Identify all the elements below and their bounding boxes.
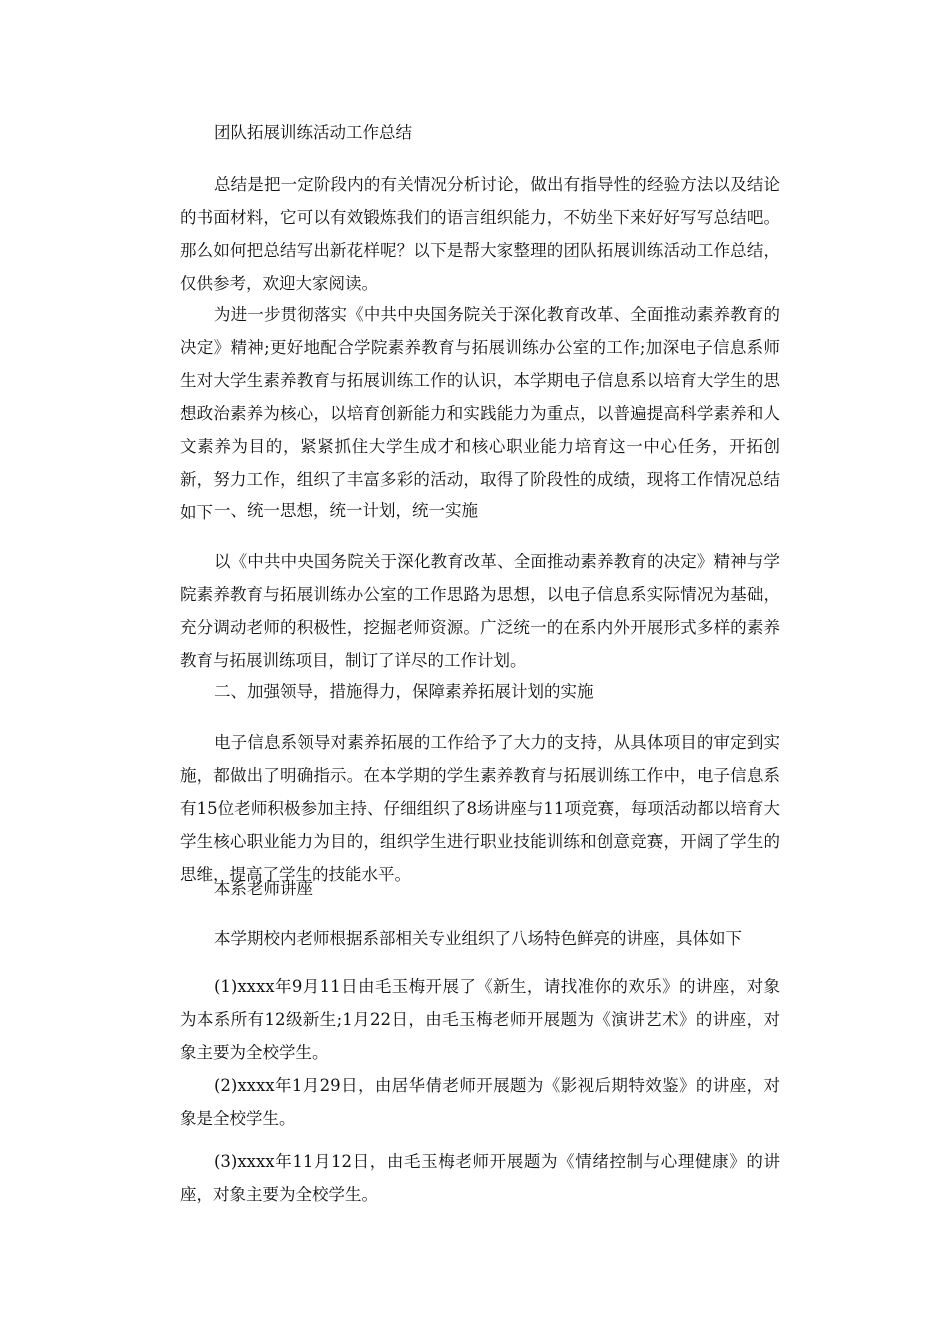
section2-heading: 二、加强领导，措施得力，保障素养拓展计划的实施 (214, 682, 594, 701)
lectures-intro-paragraph: 本学期校内老师根据系部相关专业组织了八场特色鲜亮的讲座，具体如下 (214, 929, 742, 948)
section1-paragraph: 以《中共中央国务院关于深化教育改革、全面推动素养教育的决定》精神与学院素养教育与拓展训练办公室的工作思路为思想，以电子信息系实际情况为基础，充分调动老师的积极性，挖掘老师资源。广泛统一的在系内外开展形式多样的素养教育与拓展训练项目，制订了详尽的工作计划。 (180, 552, 780, 670)
section1-heading: 一、统一思想，统一计划，统一实施 (214, 501, 478, 520)
intro-paragraph: 总结是把一定阶段内的有关情况分析讨论，做出有指导性的经验方法以及结论的书面材料，它可以有效锻炼我们的语言组织能力，不妨坐下来好好写写总结吧。那么如何把总结写出新花样呢？以下是帮大家整理的团队拓展训练活动工作总结，仅供参考，欢迎大家阅读。 (180, 175, 780, 293)
lecture-item-1: (1)xxxx年9月11日由毛玉梅开展了《新生，请找准你的欢乐》的讲座，对象为本系所有12级新生;1月22日，由毛玉梅老师开展题为《演讲艺术》的讲座，对象主要为全校学生。 (180, 977, 780, 1062)
section2-paragraph: 电子信息系领导对素养拓展的工作给予了大力的支持，从具体项目的审定到实施，都做出了明确指示。在本学期的学生素养教育与拓展训练工作中，电子信息系有15位老师积极参加主持、仔细组织了8场讲座与11项竞赛，每项活动都以培育大学生核心职业能力为目的，组织学生进行职业技能训练和创意竞赛，开阔了学生的思维，提高了学生的技能水平。 (180, 733, 780, 884)
lecture-item-3: (3)xxxx年11月12日，由毛玉梅老师开展题为《情绪控制与心理健康》的讲座，对象主要为全校学生。 (180, 1152, 780, 1204)
opening-paragraph: 为进一步贯彻落实《中共中央国务院关于深化教育改革、全面推动素养教育的决定》精神;更好地配合学院素养教育与拓展训练办公室的工作;加深电子信息系师生对大学生素养教育与拓展训练工作的认识，本学期电子信息系以培育大学生的思想政治素养为核心，以培育创新能力和实践能力为重点，以普遍提高科学素养和人文素养为目的，紧紧抓住大学生成才和核心职业能力培育这一中心任务，开拓创新，努力工作，组织了丰富多彩的活动，取得了阶段性的成绩，现将工作情况总结如下 (180, 305, 780, 522)
lectures-heading: 本系老师讲座 (214, 879, 313, 898)
document-title: 团队拓展训练活动工作总结 (214, 123, 412, 142)
lecture-item-2: (2)xxxx年1月29日，由居华倩老师开展题为《影视后期特效鉴》的讲座，对象是全校学生。 (180, 1076, 780, 1128)
